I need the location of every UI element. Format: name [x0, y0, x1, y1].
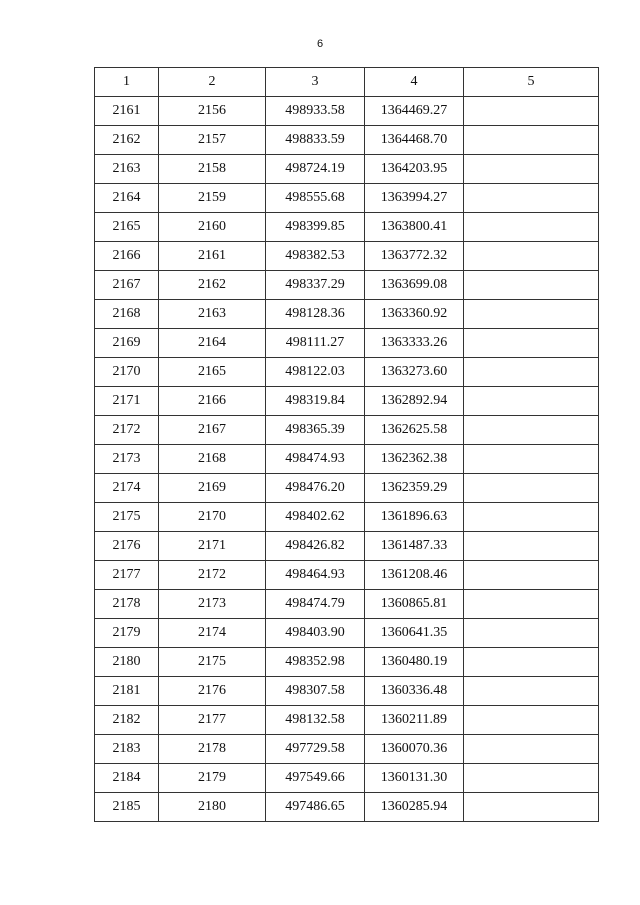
table-cell-col-1: 2175	[95, 503, 159, 532]
table-header-row	[95, 68, 599, 97]
table-cell-col-2: 2161	[159, 242, 266, 271]
table-cell-col-2: 2160	[159, 213, 266, 242]
table-cell-col-5	[464, 213, 599, 242]
table-row	[95, 532, 599, 561]
table-cell-col-5	[464, 474, 599, 503]
table-cell-col-3: 498111.27	[266, 329, 365, 358]
table-cell-col-3: 498128.36	[266, 300, 365, 329]
table-cell-col-3: 498933.58	[266, 97, 365, 126]
table-row	[95, 764, 599, 793]
table-cell-col-4: 1363994.27	[365, 184, 464, 213]
table-cell-col-4: 1364468.70	[365, 126, 464, 155]
table-cell-col-3: 497549.66	[266, 764, 365, 793]
table-cell-col-2: 2178	[159, 735, 266, 764]
column-header-1: 1	[95, 68, 159, 97]
table-cell-col-2: 2171	[159, 532, 266, 561]
table-cell-col-1: 2167	[95, 271, 159, 300]
table-cell-col-4: 1360070.36	[365, 735, 464, 764]
table-cell-col-5	[464, 503, 599, 532]
table-cell-col-3: 498132.58	[266, 706, 365, 735]
column-header-5: 5	[464, 68, 599, 97]
table-cell-col-2: 2176	[159, 677, 266, 706]
table-cell-col-3: 498352.98	[266, 648, 365, 677]
table-cell-col-5	[464, 271, 599, 300]
table-cell-col-5	[464, 358, 599, 387]
table-body	[95, 97, 599, 822]
table-cell-col-3: 498319.84	[266, 387, 365, 416]
table-cell-col-1: 2178	[95, 590, 159, 619]
table-cell-col-5	[464, 735, 599, 764]
table-cell-col-3: 498337.29	[266, 271, 365, 300]
table-cell-col-2: 2175	[159, 648, 266, 677]
table-cell-col-1: 2185	[95, 793, 159, 822]
table-cell-col-1: 2168	[95, 300, 159, 329]
table-cell-col-2: 2174	[159, 619, 266, 648]
table-cell-col-1: 2183	[95, 735, 159, 764]
table-cell-col-5	[464, 532, 599, 561]
table-cell-col-5	[464, 97, 599, 126]
table-cell-col-2: 2169	[159, 474, 266, 503]
table-row	[95, 735, 599, 764]
table-row	[95, 358, 599, 387]
column-header-4: 4	[365, 68, 464, 97]
table-cell-col-3: 498426.82	[266, 532, 365, 561]
table-cell-col-3: 498833.59	[266, 126, 365, 155]
table-cell-col-5	[464, 300, 599, 329]
table-cell-col-2: 2164	[159, 329, 266, 358]
table-cell-col-1: 2181	[95, 677, 159, 706]
table-cell-col-5	[464, 445, 599, 474]
table-cell-col-3: 498476.20	[266, 474, 365, 503]
table-cell-col-5	[464, 126, 599, 155]
table-cell-col-4: 1363772.32	[365, 242, 464, 271]
table-row	[95, 97, 599, 126]
table-cell-col-3: 498464.93	[266, 561, 365, 590]
table-cell-col-2: 2163	[159, 300, 266, 329]
table-cell-col-1: 2172	[95, 416, 159, 445]
table-cell-col-4: 1360336.48	[365, 677, 464, 706]
table-row	[95, 155, 599, 184]
table-row	[95, 387, 599, 416]
table-row	[95, 561, 599, 590]
table-cell-col-4: 1360131.30	[365, 764, 464, 793]
table-cell-col-2: 2172	[159, 561, 266, 590]
table-cell-col-1: 2173	[95, 445, 159, 474]
table-cell-col-2: 2158	[159, 155, 266, 184]
table-cell-col-3: 498402.62	[266, 503, 365, 532]
page-number: 6	[316, 38, 324, 50]
table-cell-col-1: 2165	[95, 213, 159, 242]
table-row	[95, 271, 599, 300]
table-row	[95, 677, 599, 706]
table-cell-col-5	[464, 764, 599, 793]
table-cell-col-3: 498365.39	[266, 416, 365, 445]
table-cell-col-5	[464, 619, 599, 648]
table-row	[95, 619, 599, 648]
table-row	[95, 416, 599, 445]
table-cell-col-1: 2177	[95, 561, 159, 590]
table-row	[95, 474, 599, 503]
table-cell-col-5	[464, 329, 599, 358]
table-cell-col-2: 2156	[159, 97, 266, 126]
table-cell-col-1: 2174	[95, 474, 159, 503]
table-cell-col-2: 2165	[159, 358, 266, 387]
table-cell-col-5	[464, 561, 599, 590]
table-row	[95, 213, 599, 242]
table-cell-col-5	[464, 648, 599, 677]
table-cell-col-1: 2166	[95, 242, 159, 271]
table-cell-col-2: 2157	[159, 126, 266, 155]
table-cell-col-1: 2169	[95, 329, 159, 358]
table-cell-col-3: 498122.03	[266, 358, 365, 387]
table-cell-col-5	[464, 706, 599, 735]
table-cell-col-4: 1360641.35	[365, 619, 464, 648]
table-row	[95, 445, 599, 474]
table-row	[95, 126, 599, 155]
table-cell-col-3: 498474.93	[266, 445, 365, 474]
table-row	[95, 793, 599, 822]
table-row	[95, 329, 599, 358]
table-cell-col-2: 2159	[159, 184, 266, 213]
table-cell-col-5	[464, 677, 599, 706]
table-cell-col-1: 2179	[95, 619, 159, 648]
table-cell-col-3: 498724.19	[266, 155, 365, 184]
table-cell-col-1: 2162	[95, 126, 159, 155]
table-cell-col-5	[464, 416, 599, 445]
table-cell-col-4: 1363360.92	[365, 300, 464, 329]
table-cell-col-4: 1361896.63	[365, 503, 464, 532]
table-cell-col-3: 498555.68	[266, 184, 365, 213]
table-cell-col-4: 1362359.29	[365, 474, 464, 503]
table-cell-col-4: 1363333.26	[365, 329, 464, 358]
table-cell-col-1: 2176	[95, 532, 159, 561]
table-row	[95, 648, 599, 677]
table-cell-col-2: 2179	[159, 764, 266, 793]
table-cell-col-3: 498403.90	[266, 619, 365, 648]
table-cell-col-1: 2161	[95, 97, 159, 126]
table-cell-col-3: 497486.65	[266, 793, 365, 822]
table-cell-col-4: 1363699.08	[365, 271, 464, 300]
table-cell-col-4: 1360865.81	[365, 590, 464, 619]
table-cell-col-5	[464, 590, 599, 619]
table-cell-col-4: 1362362.38	[365, 445, 464, 474]
table-cell-col-4: 1364203.95	[365, 155, 464, 184]
table-cell-col-1: 2171	[95, 387, 159, 416]
table-row	[95, 706, 599, 735]
table-cell-col-1: 2163	[95, 155, 159, 184]
table-cell-col-4: 1361487.33	[365, 532, 464, 561]
table-cell-col-4: 1362892.94	[365, 387, 464, 416]
table-cell-col-2: 2167	[159, 416, 266, 445]
table-cell-col-1: 2184	[95, 764, 159, 793]
table-cell-col-3: 498307.58	[266, 677, 365, 706]
table-cell-col-2: 2173	[159, 590, 266, 619]
column-header-2: 2	[159, 68, 266, 97]
table-cell-col-3: 498474.79	[266, 590, 365, 619]
table-cell-col-1: 2164	[95, 184, 159, 213]
table-cell-col-2: 2170	[159, 503, 266, 532]
table-cell-col-4: 1360211.89	[365, 706, 464, 735]
table-row	[95, 300, 599, 329]
table-cell-col-2: 2166	[159, 387, 266, 416]
table-row	[95, 242, 599, 271]
table-cell-col-5	[464, 155, 599, 184]
table-cell-col-5	[464, 387, 599, 416]
table-row	[95, 184, 599, 213]
table-cell-col-4: 1361208.46	[365, 561, 464, 590]
table-cell-col-2: 2168	[159, 445, 266, 474]
table-cell-col-2: 2162	[159, 271, 266, 300]
table-cell-col-1: 2180	[95, 648, 159, 677]
table-cell-col-3: 497729.58	[266, 735, 365, 764]
table-cell-col-5	[464, 184, 599, 213]
table-cell-col-5	[464, 793, 599, 822]
table-cell-col-4: 1363800.41	[365, 213, 464, 242]
table-row	[95, 503, 599, 532]
table-cell-col-5	[464, 242, 599, 271]
table-cell-col-1: 2170	[95, 358, 159, 387]
table-cell-col-2: 2177	[159, 706, 266, 735]
table-cell-col-3: 498399.85	[266, 213, 365, 242]
table-row	[95, 590, 599, 619]
table-cell-col-4: 1360480.19	[365, 648, 464, 677]
coordinates-table	[94, 67, 599, 822]
table-cell-col-4: 1363273.60	[365, 358, 464, 387]
column-header-3: 3	[266, 68, 365, 97]
table-cell-col-1: 2182	[95, 706, 159, 735]
table-cell-col-3: 498382.53	[266, 242, 365, 271]
table-cell-col-4: 1364469.27	[365, 97, 464, 126]
table-cell-col-2: 2180	[159, 793, 266, 822]
table-cell-col-4: 1362625.58	[365, 416, 464, 445]
table-cell-col-4: 1360285.94	[365, 793, 464, 822]
